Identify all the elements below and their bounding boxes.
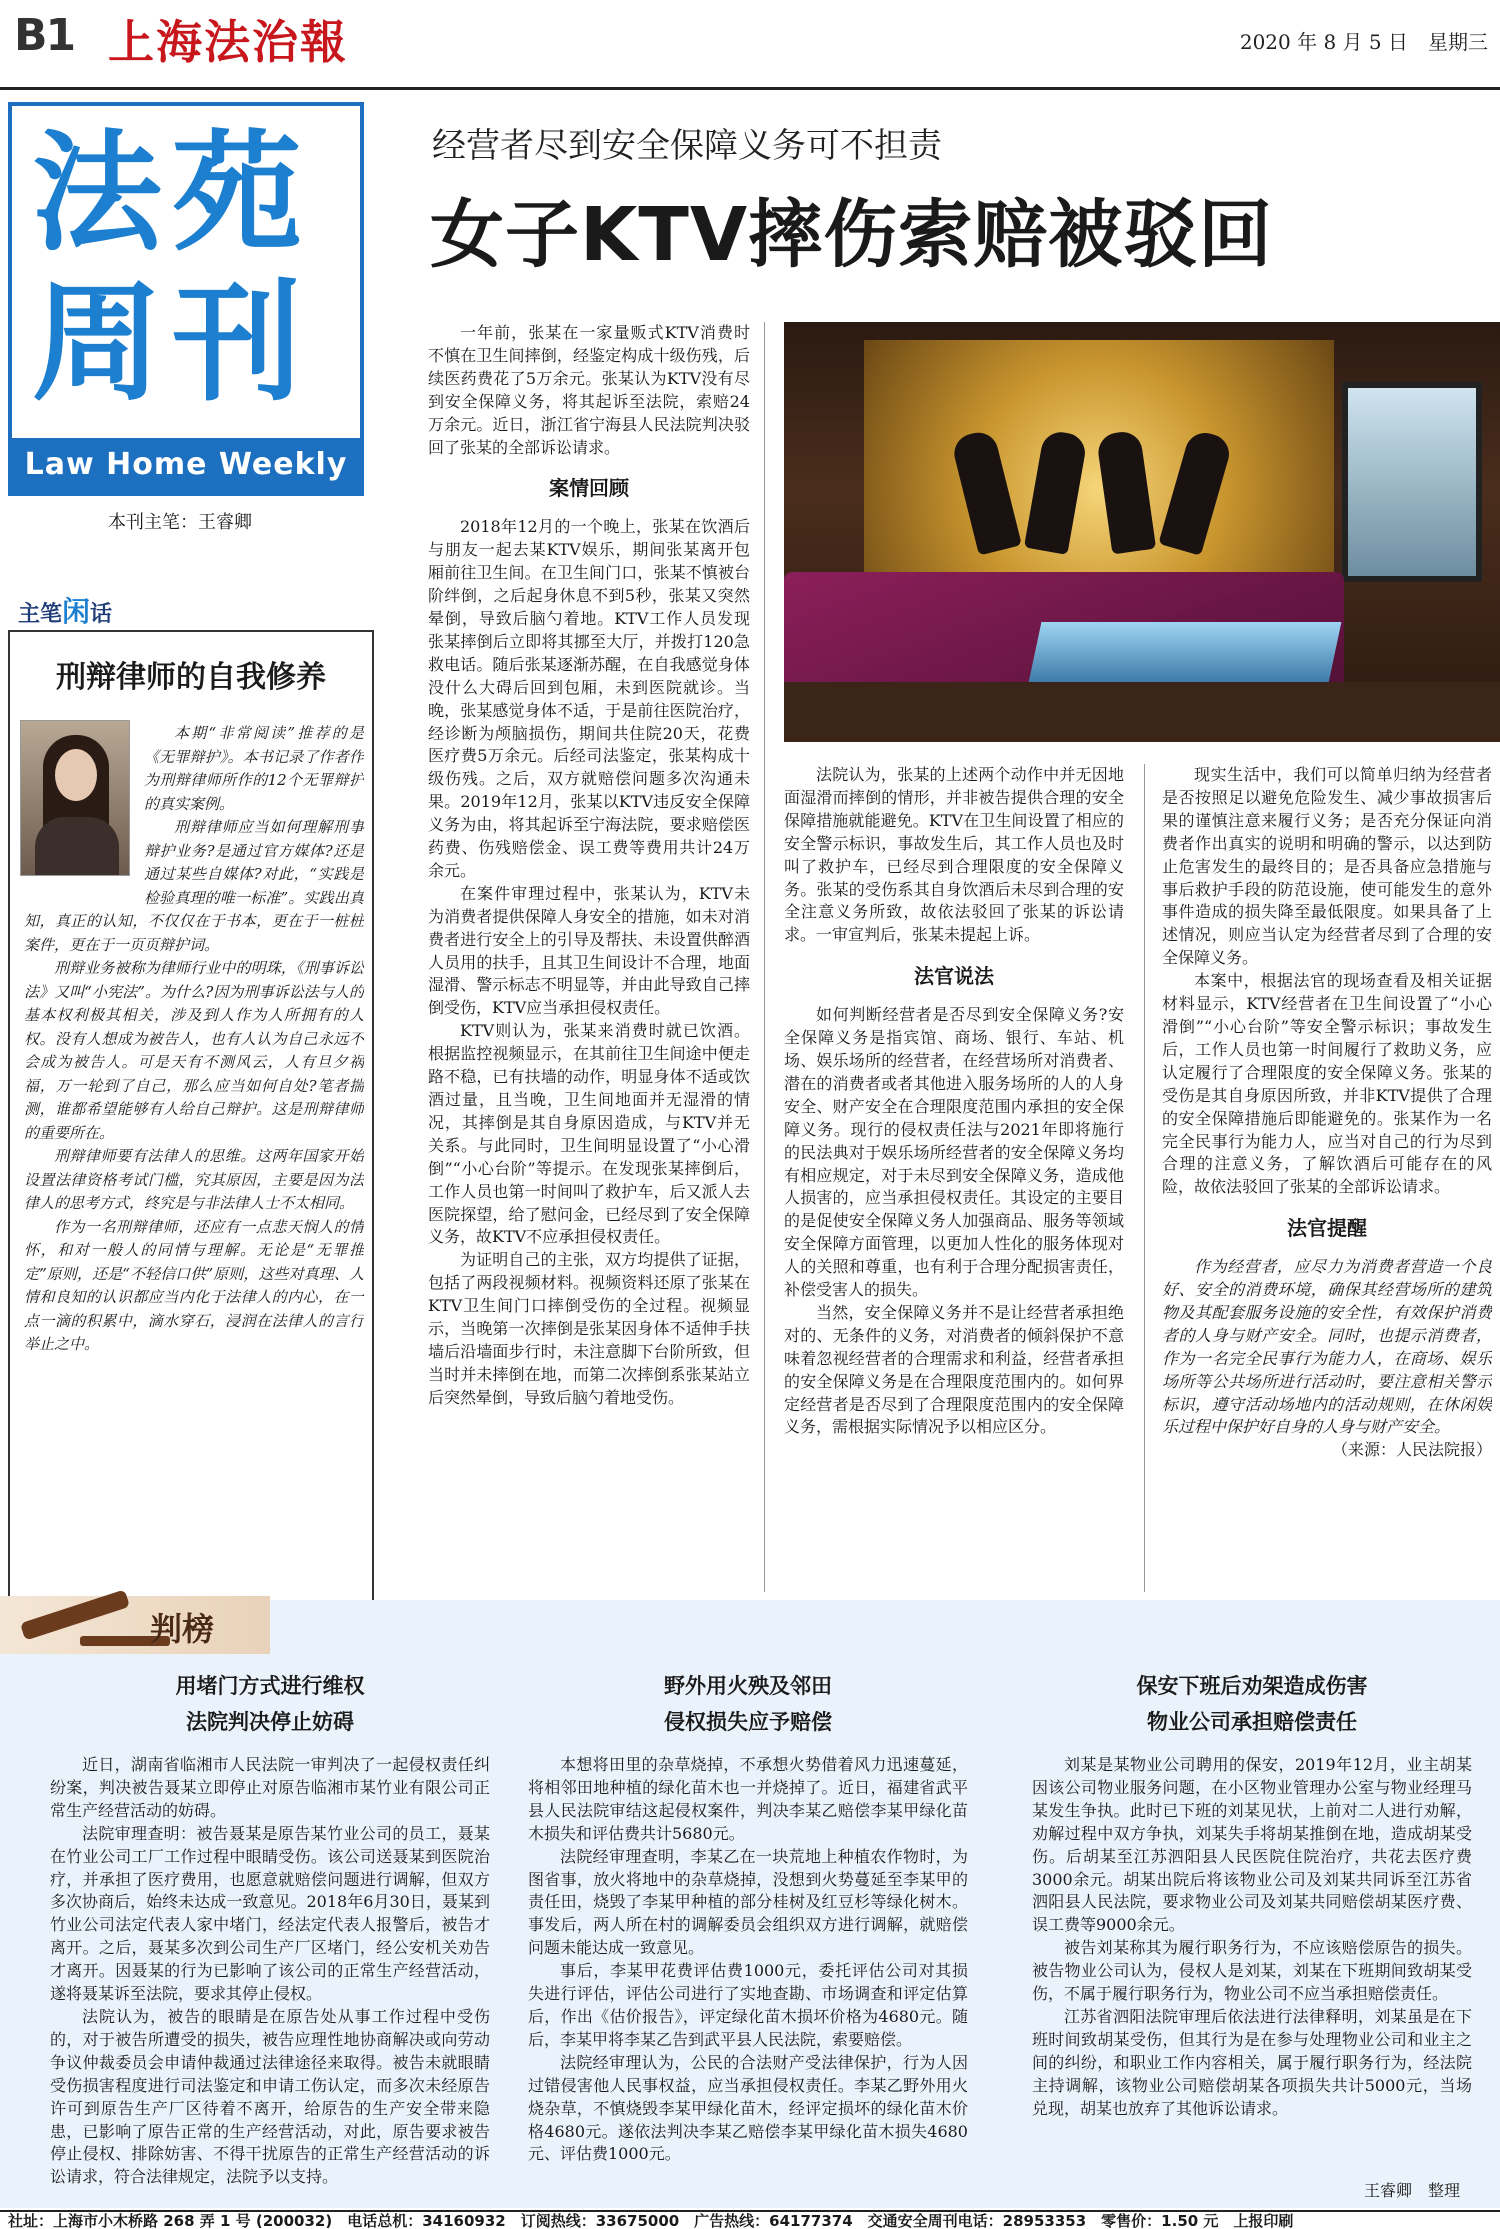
case-body: 近日，湖南省临湘市人民法院一审判决了一起侵权责任纠纷案，判决被告聂某立即停止对原告临湘市某竹业有限公司正常生产经营活动的妨碍。 法院审理查明：被告聂某是原告某竹业公司的员工，聂某在竹业公司工厂工作过程中眼睛受伤。该公司送聂某到医院治疗，并承担了医疗费用，也愿意就赔偿问题进行调解，但双方多次协商后，始终未达成一致意见。2018年6月30日，聂某到竹业公司法定代表人家中堵门，经法定代表人报警后，被告才离开。之后，聂某多次到公司生产厂区堵门，经公安机关劝告才离开。因聂某的行为已影响了该公司的正常生产经营活动，遂将聂某诉至法院，要求其停止侵权。 法院认为，被告的眼睛是在原告处从事工作过程中受伤的，对于被告所遭受的损失，被告应理性地协商解决或向劳动争议仲裁委员会申请仲裁通过法律途径来取得。被告未就眼睛受伤损害程度进行司法鉴定和申请工伤认定，而多次未经原告许可到原告生产厂区待着不离开，给原告的生产安全带来隐患，已影响了原告正常的生产经营活动，对此，原告要求被告停止侵权、排除妨害、不得干扰原告的正常生产经营活动的诉讼请求，符合法律规定，法院予以支持。 — [50, 1755, 490, 2187]
article-subhead: 经营者尽到安全保障义务可不担责 — [432, 126, 942, 166]
verdict-signature: 王睿卿 整理 — [1364, 2181, 1461, 2200]
page-code: B1 — [14, 10, 75, 61]
masthead — [0, 0, 1500, 90]
column-kicker: 主笔闲话 — [18, 595, 113, 628]
article-column-2: 法院认为，张某的上述两个动作中并无因地面湿滑而摔倒的情形，并非被告提供合理的安全保障措施就能避免。KTV在卫生间设置了相应的安全警示标识，事故发生后，其工作人员也及时叫了救护车，已经尽到合理限度的安全保障义务。张某的受伤系其自身饮酒后未尽到合理的安全注意义务所致，故依法驳回了张某的诉讼请求。一审宣判后，张某未提起上诉。 法官说法 如何判断经营者是否尽到安全保障义务?安全保障义务是指宾馆、商场、银行、车站、机场、娱乐场所的经营者，在经营场所对消费者、潜在的消费者或者其他进入服务场所的人的人身安全、财产安全在合理限度范围内承担的安全保障义务。现行的侵权责任法与2021年即将施行的民法典对于娱乐场所经营者的安全保障义务均有相应规定，对于未尽到安全保障义务，造成他人损害的，应当承担侵权责任。其设定的主要目的是促使安全保障义务人加强商品、服务等领域安全保障方面管理，以更加人性化的服务体现对人的关照和尊重，也有利于合理分配损害责任，补偿受害人的损失。 当然，安全保障义务并不是让经营者承担绝对的、无条件的义务，对消费者的倾斜保护不意味着忽视经营者的合理需求和利益，经营者承担的安全保障义务是在合理限度范围内的。如何界定经营者是否尽到了合理限度范围内的安全保障义务，需根据实际情况予以相应区分。 — [784, 765, 1124, 1437]
article-column-1: 一年前，张某在一家量贩式KTV消费时不慎在卫生间摔倒，经鉴定构成十级伤残，后续医药费花了5万余元。张某认为KTV没有尽到安全保障义务，将其起诉至法院，索赔24万余元。近日，浙江省宁海县人民法院判决驳回了张某的全部诉讼请求。 案情回顾 2018年12月的一个晚上，张某在饮酒后与朋友一起去某KTV娱乐，期间张某离开包厢前往卫生间。在卫生间门口，张某不慎被台阶绊倒，之后起身休息不到5秒，张某又突然晕倒，导致后脑勺着地。KTV工作人员发现张某摔倒后立即将其挪至大厅，并拨打120急救电话。随后张某逐渐苏醒，在自我感觉身体没什么大碍后回到包厢，未到医院就诊。当晚，张某感觉身体不适，于是前往医院治疗，经诊断为颅脑损伤，期间共住院20天，花费医疗费5万余元。后经司法鉴定，张某构成十级伤残。之后，双方就赔偿问题多次沟通未果。2019年12月，张某以KTV违反安全保障义务为由，将其起诉至宁海法院，要求赔偿医药费、伤残赔偿金、误工费等费用共计24万余元。 在案件审理过程中，张某认为，KTV未为消费者提供保障人身安全的措施，如未对消费者进行安全上的引导及帮扶、未设置供醉酒人员用的扶手，且其卫生间设计不合理，地面湿滑、警示标志不明显等，并由此导致自己摔倒受伤，KTV应当承担侵权责任。 KTV则认为，张某来消费时就已饮酒。根据监控视频显示，在其前往卫生间途中便走路不稳，已有扶墙的动作，明显身体不适或饮酒过量，且当晚，卫生间地面并无湿滑的情况，其摔倒是其自身原因造成，与KTV并无关系。与此同时，卫生间明显设置了“小心滑倒”“小心台阶”等提示。在发现张某摔倒后，工作人员也第一时间叫了救护车，后又派人去医院探望，给了慰问金，已经尽到了安全保障义务，故KTV不应承担侵权责任。 为证明自己的主张，双方均提供了证据，包括了两段视频材料。视频资料还原了张某在KTV卫生间门口摔倒受伤的全过程。视频显示，当晚第一次摔倒是张某因身体不适伸手扶墙后沿墙面步行时，未注意脚下台阶所致，但当时并未摔倒在地，而第二次摔倒系张某站立后突然晕倒，导致后脑勺着地受伤。 — [428, 323, 750, 1407]
article-column-3: 现实生活中，我们可以简单归纳为经营者是否按照足以避免危险发生、减少事故损害后果的谨慎注意来履行义务；是否充分保证向消费者作出真实的说明和明确的警示，以达到防止危害发生的最终目的；是否具备应急措施与事后救护手段的防范设施，使可能发生的意外事件造成的损失降至最低限度。如果具备了上述情况，则应当认定为经营者尽到了合理的安全保障义务。 本案中，根据法官的现场查看及相关证据材料显示，KTV经营者在卫生间设置了“小心滑倒”“小心台阶”等安全警示标识；事故发生后，工作人员也第一时间履行了救助义务，应认定履行了合理限度的安全保障义务。张某的受伤是其自身原因所致，并非KTV提供了合理的安全保障措施后即能避免的。张某作为一名完全民事行为能力人，应当对自己的行为尽到合理的注意义务，了解饮酒后可能存在的风险，故依法驳回了张某的全部诉讼请求。 法官提醒 作为经营者，应尽力为消费者营造一个良好、安全的消费环境，确保其经营场所的建筑物及其配套服务设施的安全性，有效保护消费者的人身与财产安全。同时，也提示消费者，作为一名完全民事行为能力人，在商场、娱乐场所等公共场所进行活动时，要注意相关警示标识，遵守活动场地内的活动规则，在休闲娱乐过程中保护好自身的人身与财产安全。 （来源：人民法院报） — [1162, 765, 1492, 1460]
footer-contact-line: 社址：上海市小木桥路 268 弄 1 号 (200032) 电话总机：34160932 订阅热线：33675000 广告热线：64177374 交通安全周刊电话：28953353 零售价：1.50 元 上报印刷 — [0, 2210, 1500, 2229]
column-title: 刑辩律师的自我修养 — [56, 660, 326, 695]
case-body: 刘某是某物业公司聘用的保安，2019年12月，业主胡某因该公司物业服务问题，在小区物业管理办公室与物业经理马某发生争执。此时已下班的刘某见状，上前对二人进行劝解，劝解过程中双方争执，刘某失手将胡某推倒在地，造成胡某受伤。后胡某至江苏泗阳县人民医院住院治疗，共花去医疗费3000余元。胡某出院后将该物业公司及刘某共同诉至江苏省泗阳县人民法院，要求物业公司及刘某共同赔偿胡某医疗费、误工费等9000余元。 被告刘某称其为履行职务行为，不应该赔偿原告的损失。被告物业公司认为，侵权人是刘某，刘某在下班期间致胡某受伤，不属于履行职务行为，物业公司不应当承担赔偿责任。 江苏省泗阳法院审理后依法进行法律释明，刘某虽是在下班时间致胡某受伤，但其行为是在参与处理物业公司和业主之间的纠纷，和职业工作内容相关，属于履行职务行为，经法院主持调解，该物业公司赔偿胡某各项损失共计5000元，当场兑现，胡某也放弃了其他诉讼请求。 — [1032, 1755, 1472, 2118]
ktv-room-photo — [784, 322, 1500, 742]
newspaper-logo: 上海法治報 — [108, 15, 348, 69]
case-block — [1032, 1668, 1472, 2194]
column-badge — [8, 102, 364, 496]
column-divider — [764, 322, 765, 1592]
section-title-judge-reminder: 法官提醒 — [1287, 1216, 1367, 1241]
gavel-icon — [20, 1589, 130, 1640]
case-title: 保安下班后劝架造成伤害 物业公司承担赔偿责任 — [1136, 1674, 1368, 1734]
case-body: 本想将田里的杂草烧掉，不承想火势借着风力迅速蔓延，将相邻田地种植的绿化苗木也一并烧掉了。近日，福建省武平县人民法院审结这起侵权案件，判决李某乙赔偿李某甲绿化苗木损失和评估费共计5680元。 法院经审理查明，李某乙在一块荒地上种植农作物时，为图省事，放火将地中的杂草烧掉，没想到火势蔓延至李某甲的责任田，烧毁了李某甲种植的部分桂树及红豆杉等绿化树木。事发后，两人所在村的调解委员会组织双方进行调解，就赔偿问题未能达成一致意见。 事后，李某甲花费评估费1000元，委托评估公司对其损失进行评估，评估公司进行了实地查勘、市场调查和评定估算后，作出《估价报告》，评定绿化苗木损坏价格为4680元。随后，李某甲将李某乙告到武平县人民法院，索要赔偿。 法院经审理认为，公民的合法财产受法律保护，行为人因过错侵害他人民事权益，应当承担侵权责任。李某乙野外用火烧杂草，不慎烧毁李某甲绿化苗木，经评定损坏的绿化苗木价格4680元。遂依法判决李某乙赔偿李某甲绿化苗木损失4680元、评估费1000元。 — [528, 1755, 968, 2164]
column-body: 本期“非常阅读”推荐的是《无罪辩护》。本书记录了作者作为刑辩律师所作的12个无罪辩护的真实案例。 刑辩律师应当如何理解刑事辩护业务?是通过官方媒体?还是通过某些自媒体?对此，“实践是检验真理的唯一标准”。实践出真知，真正的认知，不仅仅在于书本，更在于一桩桩案件，更在于一页页辩护词。 刑辩业务被称为律师行业中的明珠，《刑事诉讼法》又叫“小宪法”。为什么?因为刑事诉讼法与人的基本权利极其相关，涉及到人作为人所拥有的人权。没有人想成为被告人，也有人认为自己永远不会成为被告人。可是天有不测风云，人有旦夕祸福，万一轮到了自己，那么应当如何自处?笔者揣测，谁都希望能够有人给自己辩护。这是刑辩律师的重要所在。 刑辩律师要有法律人的思维。这两年国家开始设置法律资格考试门槛，究其原因，主要是因为法律人的思考方式，终究是与非法律人士不太相同。 作为一名刑辩律师，还应有一点悲天悯人的情怀，和对一般人的同情与理解。无论是“无罪推定”原则，还是“不轻信口供”原则，这些对真理、人情和良知的认识都应当内化于法律人的内心，在一点一滴的积累中，滴水穿石，浸润在法律人的言行举止之中。 — [24, 724, 364, 1353]
column-divider — [1144, 764, 1145, 1592]
verdict-section-tag: 判榜 — [0, 1596, 270, 1654]
article-headline: 女子KTV摔伤索赔被驳回 — [430, 192, 1274, 278]
case-title: 野外用火殃及邻田 侵权损失应予赔偿 — [664, 1674, 832, 1734]
case-block — [528, 1668, 968, 2194]
section-title-judge-says: 法官说法 — [914, 964, 994, 989]
badge-title: 法苑 周刊 — [32, 117, 313, 419]
case-block — [50, 1668, 490, 2194]
section-title-case-review: 案情回顾 — [549, 476, 629, 501]
chief-editor: 本刊主笔：王睿卿 — [108, 512, 252, 533]
case-title: 用堵门方式进行维权 法院判决停止妨碍 — [175, 1674, 365, 1734]
issue-date: 2020 年 8 月 5 日 星期三 — [1239, 30, 1488, 54]
badge-english-title: Law Home Weekly — [12, 438, 360, 492]
